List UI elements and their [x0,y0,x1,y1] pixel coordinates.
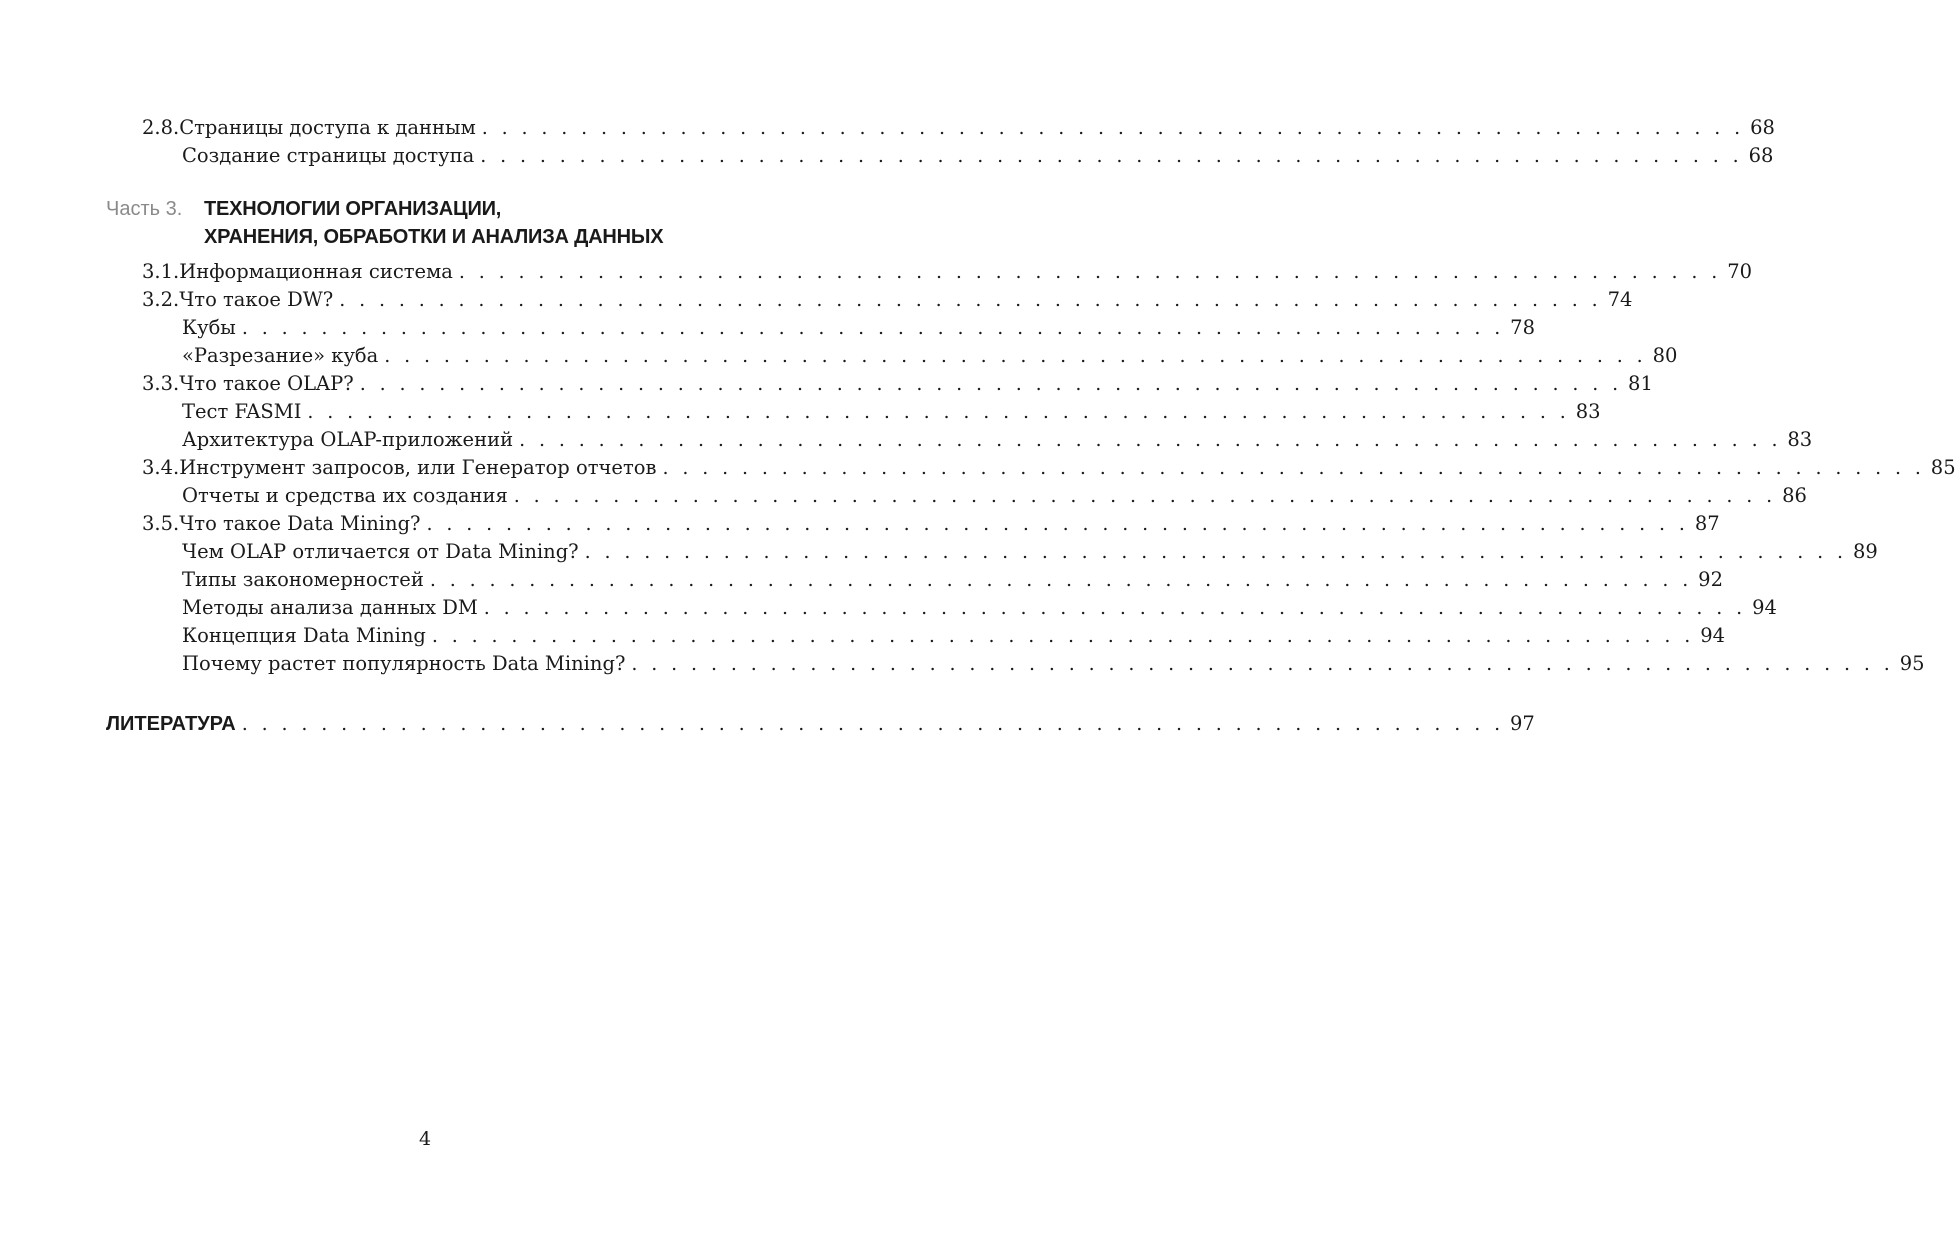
entry-title: Инструмент запросов, или Генератор отчетов [179,456,657,479]
dot-leader: . . . . . . . . . . . . . . . . . . . . . . . . . . . . . . . . . . . . . . . . . . . . . . . . . . . . . . . . . . . . . . . . [307,401,1570,423]
toc-entry-3-2[interactable] [142,286,1633,314]
toc-entry-3-3[interactable] [142,370,1653,398]
entry-page: 86 [1782,484,1807,507]
entry-page: 95 [1899,652,1925,675]
entry-title: Типы закономерностей [182,568,424,591]
dot-leader: . . . . . . . . . . . . . . . . . . . . . . . . . . . . . . . . . . . . . . . . . . . . . . . . . . . . . . . . . . . . . . . . [339,289,1602,311]
entry-number: 3.5. [142,512,180,535]
toc-entry-pattern-types[interactable] [182,566,1723,594]
entry-title: ЛИТЕРАТУРА [106,713,236,735]
dot-leader: . . . . . . . . . . . . . . . . . . . . . . . . . . . . . . . . . . . . . . . . . . . . . . . . . . . . . . . . . . . . . . . . [483,597,1747,619]
toc-entry-2-8[interactable] [142,114,1775,142]
toc-entry-olap-architecture[interactable] [182,426,1813,454]
dot-leader: . . . . . . . . . . . . . . . . . . . . . . . . . . . . . . . . . . . . . . . . . . . . . . . . . . . . . . . . . . . . . . . . [584,541,1847,563]
toc-entry-3-5[interactable] [142,510,1720,538]
part-title[interactable] [204,195,663,251]
dot-leader: . . . . . . . . . . . . . . . . . . . . . . . . . . . . . . . . . . . . . . . . . . . . . . . . . . . . . . . . . . . . . . . . [513,485,1777,507]
entry-page: 83 [1787,428,1813,451]
dot-leader: . . . . . . . . . . . . . . . . . . . . . . . . . . . . . . . . . . . . . . . . . . . . . . . . . . . . . . . . . . . . . . . . [426,513,1689,535]
entry-page: 85 [1930,456,1956,479]
dot-leader: . . . . . . . . . . . . . . . . . . . . . . . . . . . . . . . . . . . . . . . . . . . . . . . . . . . . . . . . . . . . . . . . [458,261,1722,283]
entry-title: Что такое Data Mining? [179,512,421,535]
dot-leader: . . . . . . . . . . . . . . . . . . . . . . . . . . . . . . . . . . . . . . . . . . . . . . . . . . . . . . . . . . . . . . . . [662,457,1925,479]
part-title-line-2: ХРАНЕНИЯ, ОБРАБОТКИ И АНАЛИЗА ДАННЫХ [204,226,664,248]
dot-leader: . . . . . . . . . . . . . . . . . . . . . . . . . . . . . . . . . . . . . . . . . . . . . . . . . . . . . . . . . . . . . . . . [519,429,1782,451]
entry-title: Что такое DW? [179,288,334,311]
entry-title: Страницы доступа к данным [179,116,476,139]
entry-title: Архитектура OLAP-приложений [182,428,514,451]
entry-number: 3.2. [142,288,180,311]
toc-entry-create-access-page[interactable] [182,142,1774,170]
entry-title: «Разрезание» куба [182,344,379,367]
entry-page: 89 [1852,540,1878,563]
page-number: 4 [418,1128,432,1150]
entry-title: Отчеты и средства их создания [182,484,508,507]
dot-leader: . . . . . . . . . . . . . . . . . . . . . . . . . . . . . . . . . . . . . . . . . . . . . . . . . . . . . . . . . . . . . . . . [480,145,1743,167]
entry-page: 97 [1510,712,1535,735]
dot-leader: . . . . . . . . . . . . . . . . . . . . . . . . . . . . . . . . . . . . . . . . . . . . . . . . . . . . . . . . . . . . . . . . [431,625,1695,647]
entry-page: 87 [1694,512,1720,535]
dot-leader: . . . . . . . . . . . . . . . . . . . . . . . . . . . . . . . . . . . . . . . . . . . . . . . . . . . . . . . . . . . . . . . . [359,373,1623,395]
toc-entry-reports[interactable] [182,482,1807,510]
entry-page: 81 [1628,372,1653,395]
dot-leader: . . . . . . . . . . . . . . . . . . . . . . . . . . . . . . . . . . . . . . . . . . . . . . . . . . . . . . . . . . . . . . . . [429,569,1693,591]
toc-entry-dm-concept[interactable] [182,622,1726,650]
toc-entry-cube-slicing[interactable] [182,342,1678,370]
toc-entry-dm-popularity[interactable] [182,650,1925,678]
entry-title: Методы анализа данных DM [182,596,478,619]
entry-title: Почему растет популярность Data Mining? [182,652,626,675]
entry-page: 83 [1575,400,1601,423]
dot-leader: . . . . . . . . . . . . . . . . . . . . . . . . . . . . . . . . . . . . . . . . . . . . . . . . . . . . . . . . . . . . . . . . [631,653,1894,675]
entry-page: 78 [1510,316,1535,339]
entry-title: Информационная система [179,260,453,283]
entry-page: 94 [1700,624,1726,647]
dot-leader: . . . . . . . . . . . . . . . . . . . . . . . . . . . . . . . . . . . . . . . . . . . . . . . . . . . . . . . . . . . . . . . . [384,345,1647,367]
entry-title: Что такое OLAP? [179,372,354,395]
entry-title: Концепция Data Mining [182,624,426,647]
entry-number: 3.4. [142,456,180,479]
entry-title: Чем OLAP отличается от Data Mining? [182,540,579,563]
entry-page: 80 [1652,344,1678,367]
entry-title: Тест FASMI [182,400,302,423]
entry-page: 70 [1727,260,1753,283]
entry-page: 68 [1748,144,1774,167]
entry-page: 94 [1752,596,1777,619]
toc-entry-olap-vs-dm[interactable] [182,538,1878,566]
toc-entry-literature[interactable] [106,710,1535,738]
entry-page: 68 [1750,116,1775,139]
entry-number: 3.3. [142,372,180,395]
dot-leader: . . . . . . . . . . . . . . . . . . . . . . . . . . . . . . . . . . . . . . . . . . . . . . . . . . . . . . . . . . . . . . . . [241,317,1505,339]
part-title-line-1: ТЕХНОЛОГИИ ОРГАНИЗАЦИИ, [204,198,502,220]
entry-title: Создание страницы доступа [182,144,475,167]
toc-entry-cubes[interactable] [182,314,1535,342]
entry-number: 3.1. [142,260,180,283]
entry-page: 92 [1698,568,1723,591]
toc-entry-fasmi[interactable] [182,398,1601,426]
dot-leader: . . . . . . . . . . . . . . . . . . . . . . . . . . . . . . . . . . . . . . . . . . . . . . . . . . . . . . . . . . . . . . . . [481,117,1745,139]
part-label: Часть 3. [106,198,183,220]
toc-entry-3-1[interactable] [142,258,1753,286]
toc-entry-dm-methods[interactable] [182,594,1777,622]
entry-page: 74 [1607,288,1633,311]
dot-leader: . . . . . . . . . . . . . . . . . . . . . . . . . . . . . . . . . . . . . . . . . . . . . . . . . . . . . . . . . . . . . . . . [241,713,1505,735]
entry-number: 2.8. [142,116,180,139]
toc-entry-3-4[interactable] [142,454,1956,482]
entry-title: Кубы [182,316,236,339]
